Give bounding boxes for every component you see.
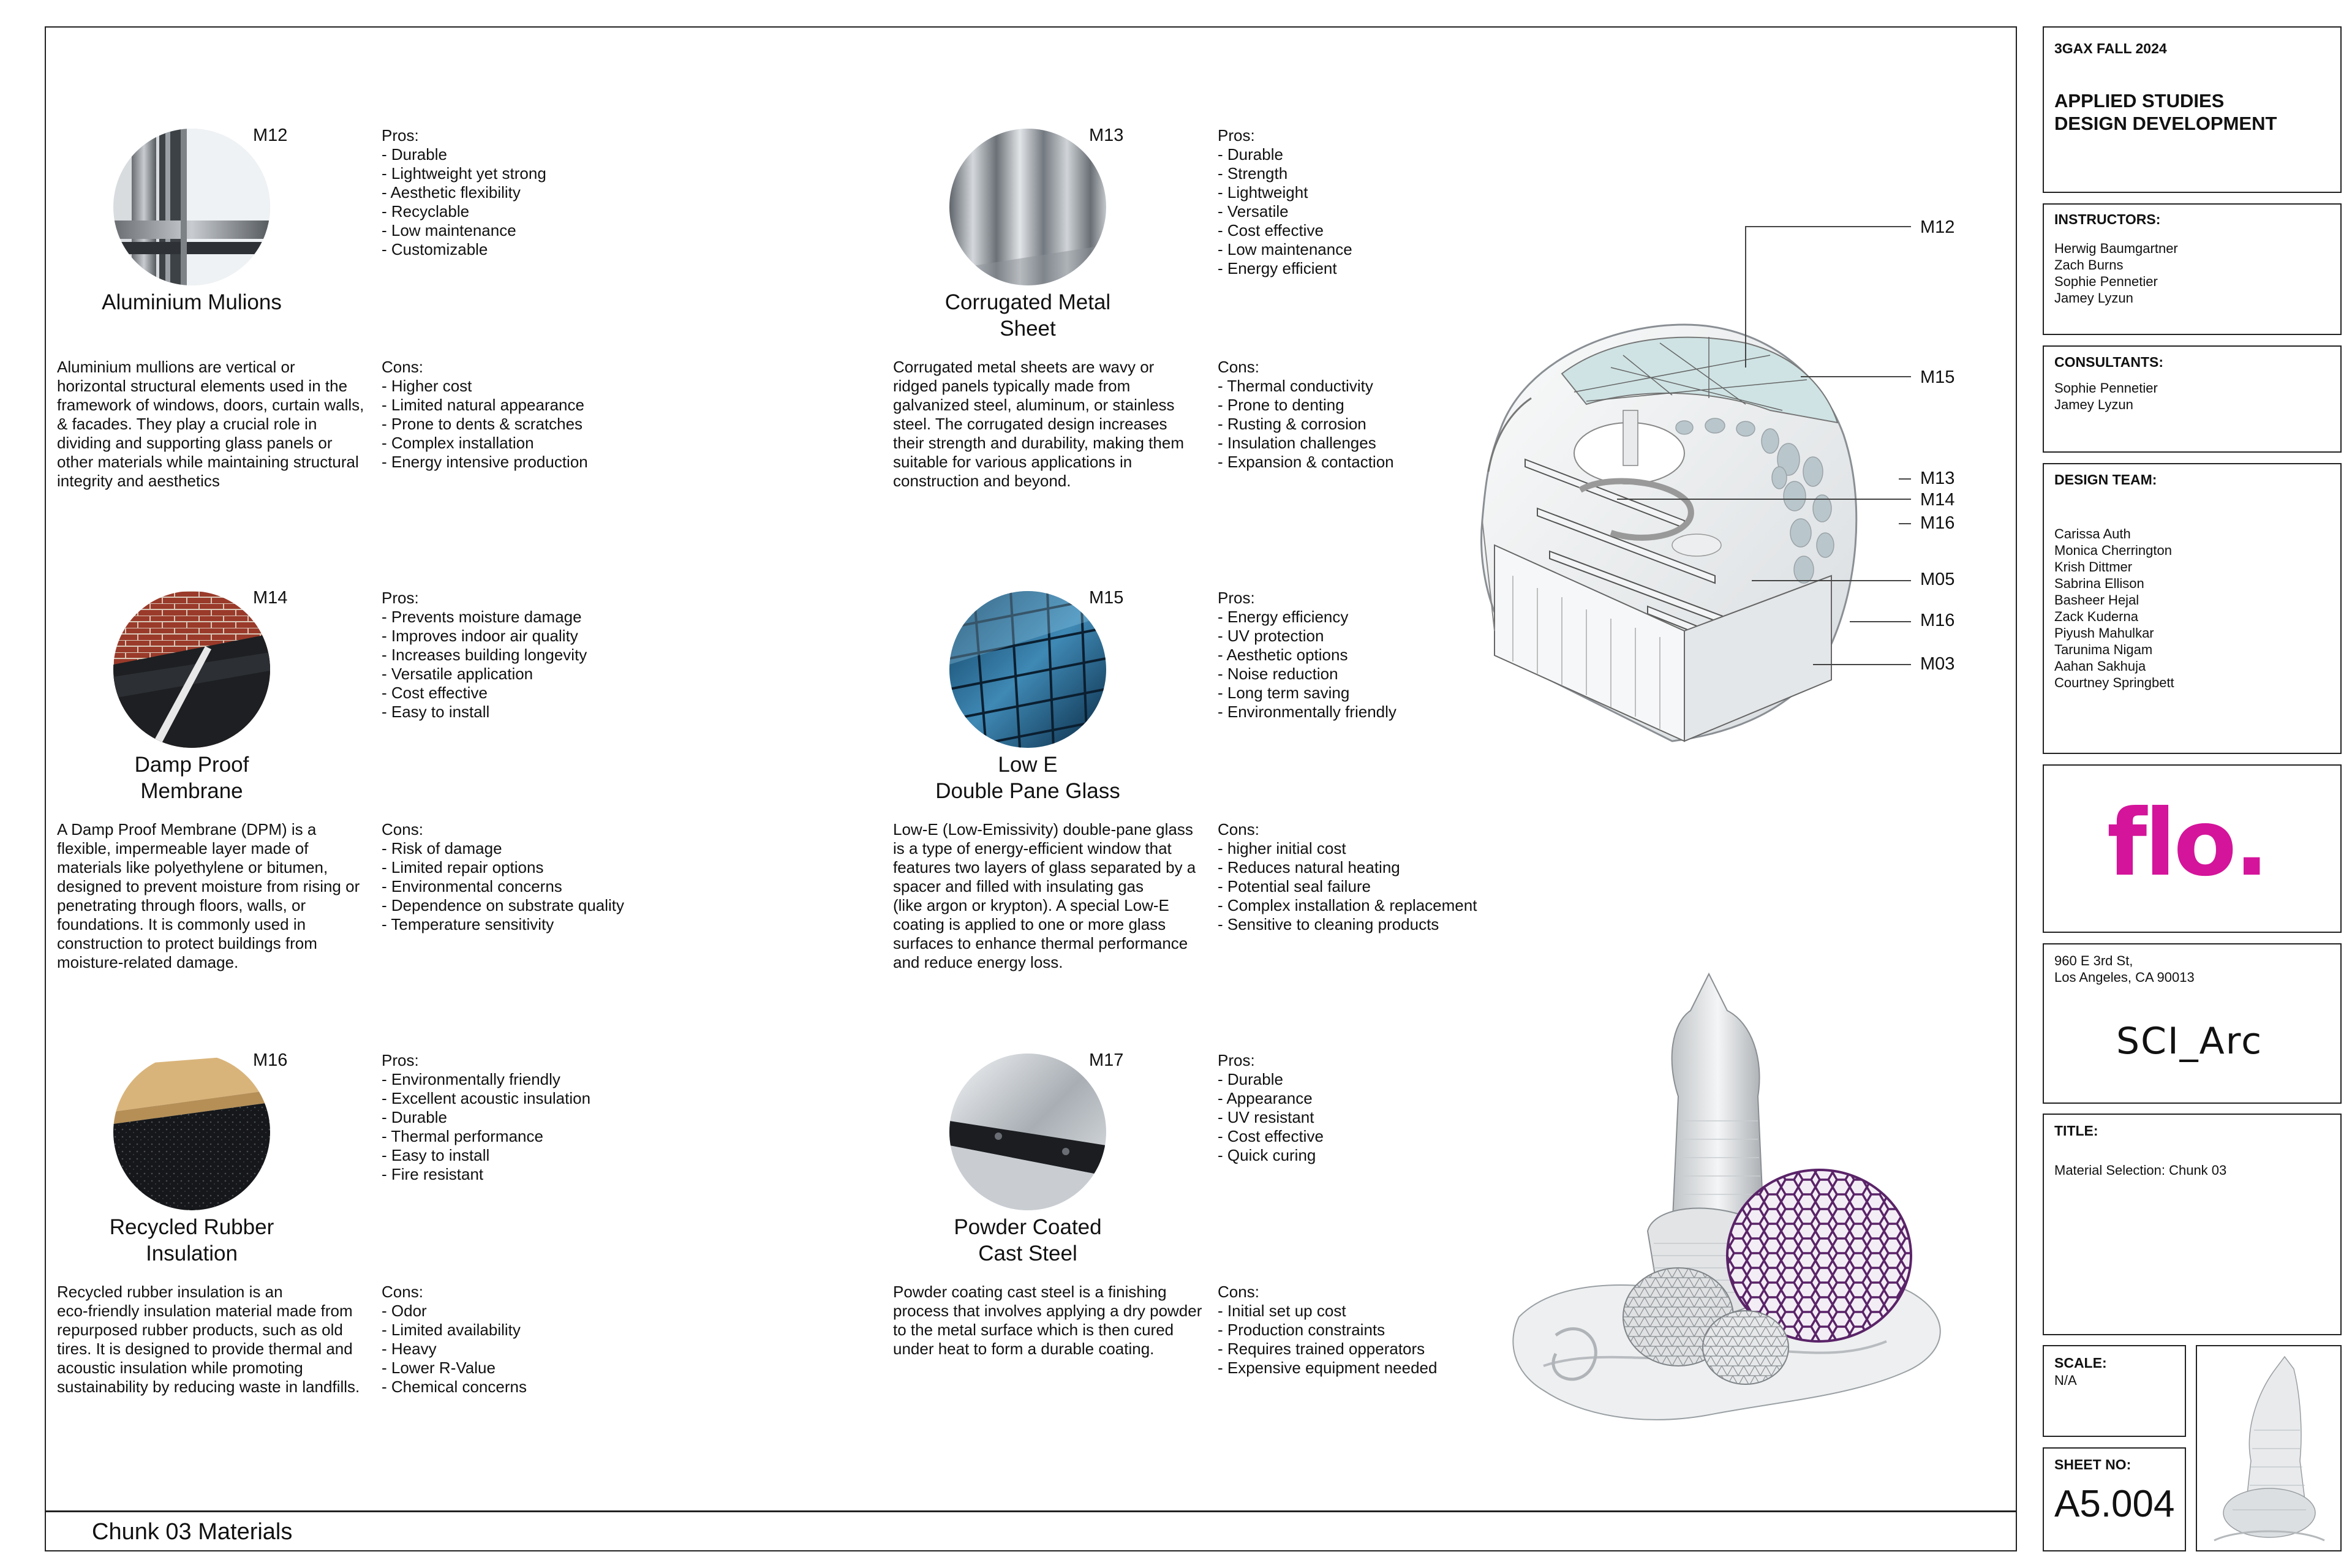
material-title: Damp Proof Membrane: [134, 753, 249, 803]
pros-list: Pros: - Environmentally friendly - Excellent acoustic insulation - Durable - Thermal performance - Easy to install - Fire resistant: [382, 1051, 591, 1183]
consultants-list: Sophie Pennetier Jamey Lyzun: [2054, 380, 2158, 412]
title-block-title: [2043, 1114, 2342, 1335]
pros-list: Pros: - Energy efficiency - UV protection - Aesthetic options - Noise reduction - Long term saving - Environmentally friendly: [1218, 589, 1396, 721]
sheet-title: Material Selection: Chunk 03: [2054, 1163, 2227, 1178]
pros-list: Pros: - Prevents moisture damage - Improves indoor air quality - Increases building longevity - Versatile application - Cost effective - Easy to install: [382, 589, 587, 721]
cons-list: Cons: - Risk of damage - Limited repair options - Environmental concerns - Dependence on substrate quality - Temperature sensitivity: [382, 820, 625, 933]
design-team-label: DESIGN TEAM:: [2054, 472, 2157, 488]
callout-label: M12: [1920, 217, 1955, 237]
material-title: Recycled Rubber Insulation: [109, 1215, 274, 1265]
material-description: Low-E (Low-Emissivity) double-pane glass is a type of energy-efficient window that features two layers of glass separated by a spacer and filled with insulating gas (like argon or krypton). A special Low-E coating is applied to one or more glass surfaces to enhance thermal performance and reduce energy loss.: [893, 820, 1196, 971]
material-title: Corrugated Metal Sheet: [944, 290, 1111, 341]
callout-label: M15: [1920, 368, 1955, 387]
flo-logo: flo.: [2107, 790, 2267, 897]
material-description: Powder coating cast steel is a finishing process that involves applying a dry powder to the metal surface which is then cured under heat to form a durable coating.: [893, 1283, 1202, 1358]
cons-list: Cons: - Odor - Limited availability - Heavy - Lower R-Value - Chemical concerns: [382, 1283, 527, 1396]
material-description: Aluminium mullions are vertical or horizontal structural elements used in the framework of windows, doors, curtain walls, & facades. They play a crucial role in dividing and supporting glass panels or other materials while maintaining structural integrity and aesthetics: [57, 358, 364, 490]
material-description: Recycled rubber insulation is an eco-friendly insulation material made from repurposed rubber products, such as old tires. It is designed to provide thermal and acoustic insulation while promoting sustainability by reducing waste in landfills.: [57, 1283, 360, 1396]
instructors-list: Herwig Baumgartner Zach Burns Sophie Pennetier Jamey Lyzun: [2054, 241, 2178, 306]
consultants-label: CONSULTANTS:: [2054, 354, 2164, 370]
sheet-footer-title: Chunk 03 Materials: [92, 1519, 293, 1545]
sheet-no-label: SHEET NO:: [2054, 1457, 2132, 1472]
pros-list: Pros: - Durable - Strength - Lightweight - Versatile - Cost effective - Low maintenance - Energy efficient: [1218, 126, 1352, 277]
instructors-label: INSTRUCTORS:: [2054, 211, 2161, 227]
scale-label: SCALE:: [2054, 1355, 2107, 1371]
material-description: Corrugated metal sheets are wavy or ridged panels typically made from galvanized steel, aluminum, or stainless steel. The corrugated design increases their strength and durability, making them suitable for various applications in construction and beyond.: [893, 358, 1184, 490]
callout-label: M14: [1920, 490, 1955, 510]
callout-label: M16: [1920, 513, 1955, 533]
chunk-model-render: [1507, 974, 1972, 1439]
cons-list: Cons: - higher initial cost - Reduces natural heating - Potential seal failure - Complex installation & replacement - Sensitive to cleaning products: [1218, 820, 1477, 933]
material-code: M12: [253, 126, 288, 145]
cons-list: Cons: - Initial set up cost - Production constraints - Requires trained opperators - Expensive equipment needed: [1218, 1283, 1438, 1377]
sciarc-logo: SCI_Arc: [2116, 1020, 2263, 1063]
material-code: M15: [1089, 588, 1124, 608]
material-title: Low E Double Pane Glass: [935, 753, 1120, 803]
material-title: Aluminium Mulions: [102, 290, 282, 314]
callout-label: M13: [1920, 469, 1955, 488]
material-code: M13: [1089, 126, 1124, 145]
studio-title: APPLIED STUDIES DESIGN DEVELOPMENT: [2054, 90, 2277, 134]
pros-list: Pros: - Durable - Lightweight yet strong - Aesthetic flexibility - Recyclable - Low maintenance - Customizable: [382, 126, 546, 258]
callout-label: M16: [1920, 611, 1955, 630]
material-title: Powder Coated Cast Steel: [954, 1215, 1102, 1265]
design-team-list: Carissa Auth Monica Cherrington Krish Dittmer Sabrina Ellison Basheer Hejal Zack Kuderna Piyush Mahulkar Tarunima Nigam Aahan Sakhuja Courtney Springbett: [2054, 526, 2174, 690]
callout-label: M03: [1920, 654, 1955, 674]
address: 960 E 3rd St, Los Angeles, CA 90013: [2054, 953, 2195, 985]
material-code: M14: [253, 588, 288, 608]
material-code: M16: [253, 1050, 288, 1070]
key-model-thumbnail: [2202, 1357, 2335, 1547]
cons-list: Cons: - Thermal conductivity - Prone to denting - Rusting & corrosion - Insulation challenges - Expansion & contaction: [1218, 358, 1394, 471]
course-label: 3GAX FALL 2024: [2054, 40, 2167, 56]
sheet-number: A5.004: [2054, 1483, 2175, 1525]
material-description: A Damp Proof Membrane (DPM) is a flexible, impermeable layer made of materials like polyethylene or bitumen, designed to prevent moisture from rising or penetrating through floors, walls, or foundations. It is commonly used in construction to protect buildings from moisture-related damage.: [57, 820, 360, 971]
title-label: TITLE:: [2054, 1123, 2098, 1139]
scale-value: N/A: [2054, 1373, 2077, 1388]
cons-list: Cons: - Higher cost - Limited natural appearance - Prone to dents & scratches - Complex installation - Energy intensive production: [382, 358, 588, 471]
pros-list: Pros: - Durable - Appearance - UV resistant - Cost effective - Quick curing: [1218, 1051, 1324, 1164]
callout-label: M05: [1920, 570, 1955, 589]
material-code: M17: [1089, 1050, 1124, 1070]
